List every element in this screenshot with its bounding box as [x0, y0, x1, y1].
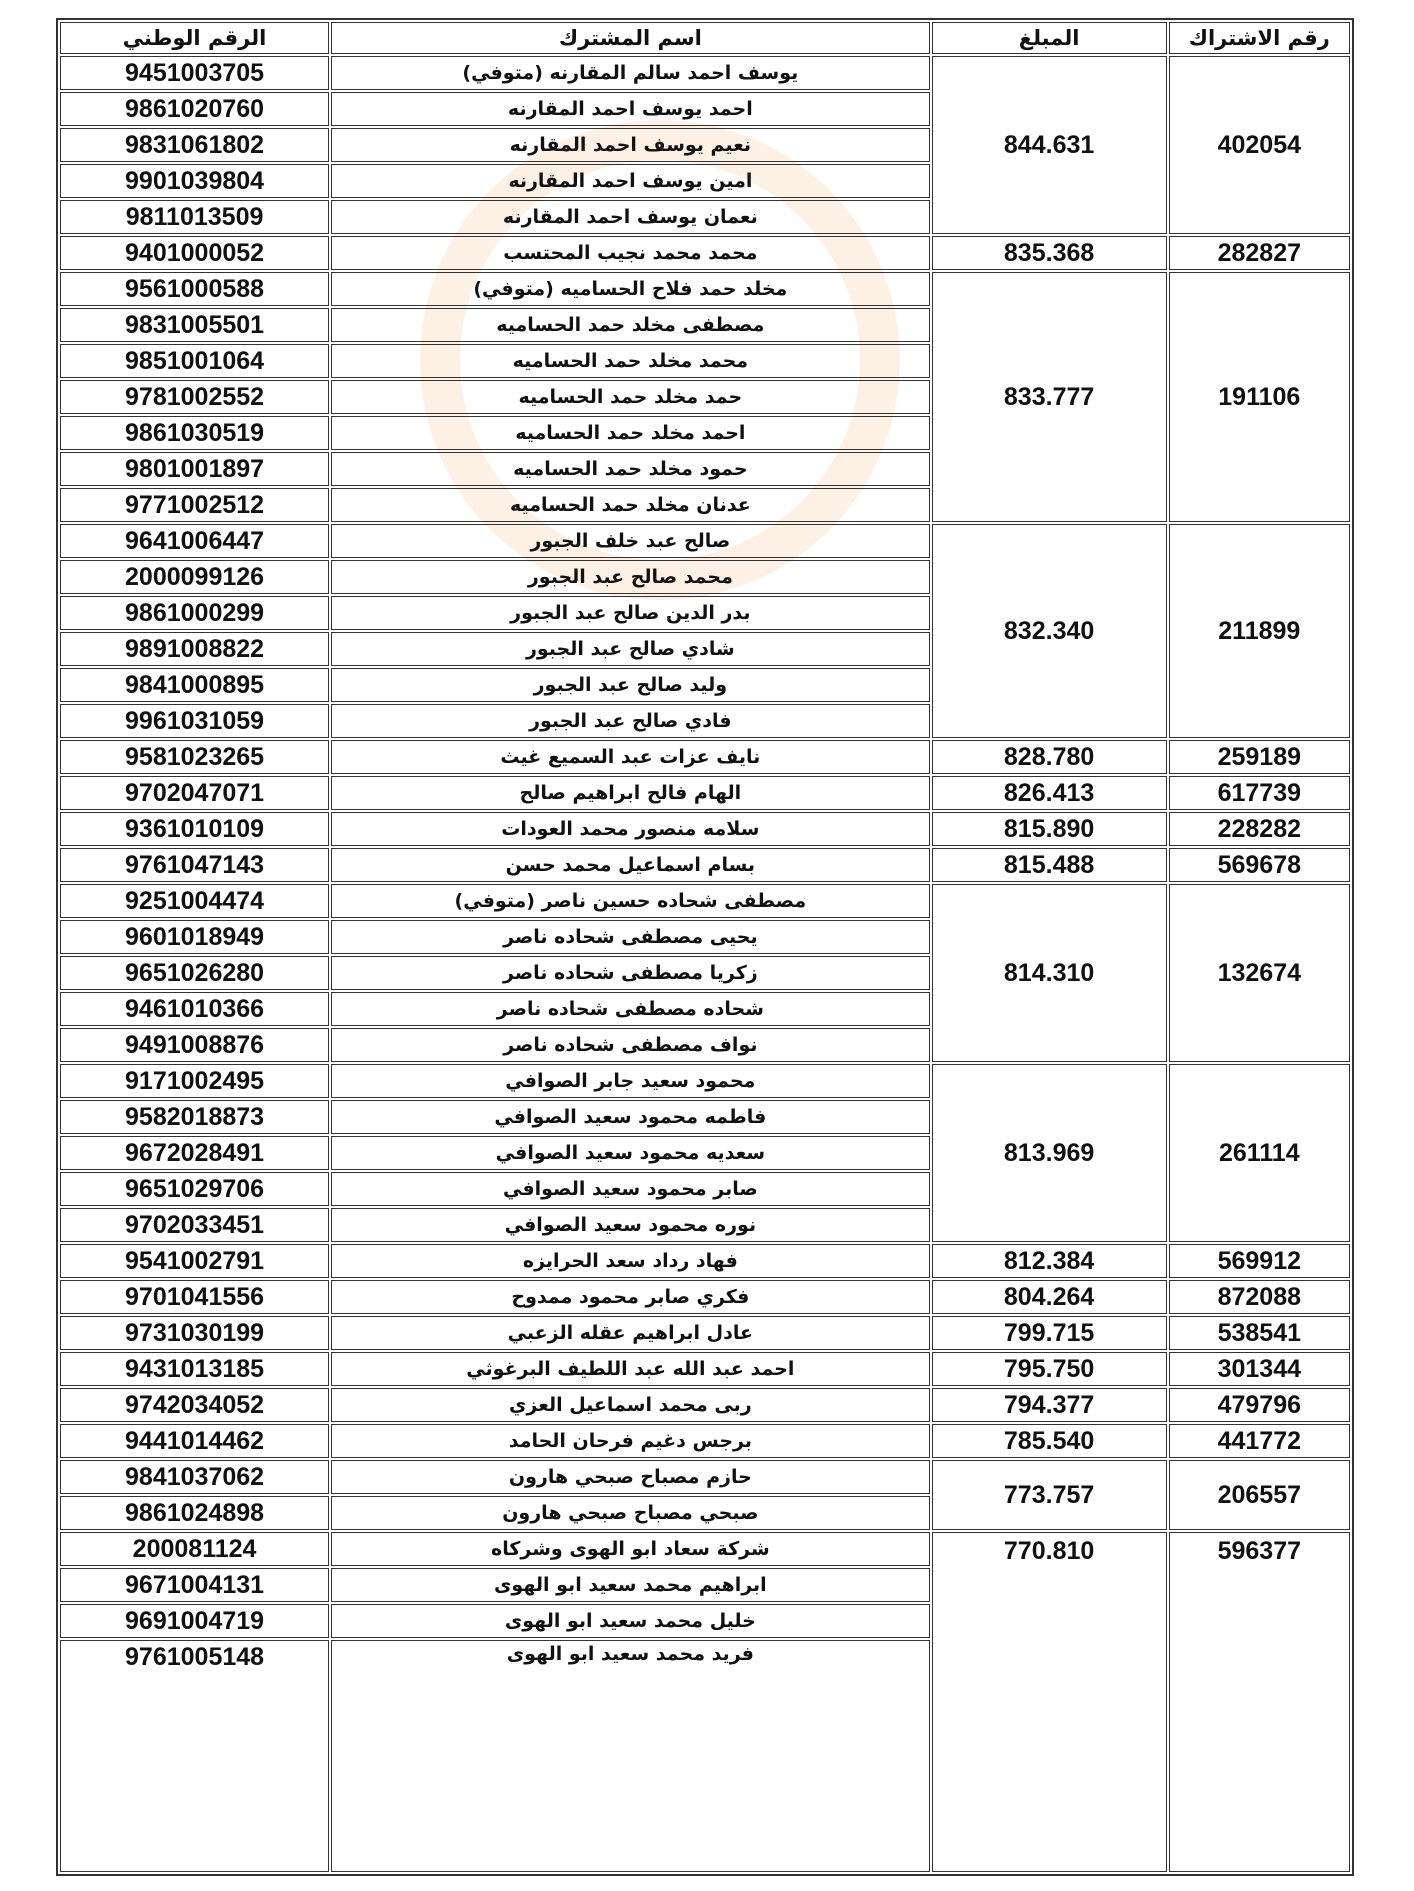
subscriber-name-cell: صابر محمود سعيد الصوافي: [331, 1172, 929, 1206]
subscriber-name-cell: نوره محمود سعيد الصوافي: [331, 1208, 929, 1242]
subscriber-name-cell: فكري صابر محمود ممدوح: [331, 1280, 929, 1314]
subscriber-name-cell: بسام اسماعيل محمد حسن: [331, 848, 929, 882]
table-header-row: [60, 22, 1350, 54]
table-row: [60, 1280, 1350, 1314]
national-id-cell: 9581023265: [60, 740, 329, 774]
national-id-cell: 9811013509: [60, 200, 329, 234]
subscription-number-cell: 479796: [1169, 1388, 1350, 1422]
amount-cell: 804.264: [932, 1280, 1167, 1314]
national-id-cell: 9761005148: [60, 1640, 329, 1872]
table-row: [60, 848, 1350, 882]
table-row: [60, 812, 1350, 846]
national-id-cell: 9541002791: [60, 1244, 329, 1278]
header-subscription: رقم الاشتراك: [1169, 22, 1350, 54]
subscriber-name-cell: مصطفى مخلد حمد الحساميه: [331, 308, 929, 342]
national-id-cell: 9861000299: [60, 596, 329, 630]
national-id-cell: 9742034052: [60, 1388, 329, 1422]
subscriber-name-cell: سعديه محمود سعيد الصوافي: [331, 1136, 929, 1170]
subscriber-name-cell: احمد عبد الله عبد اللطيف البرغوثي: [331, 1352, 929, 1386]
subscriber-name-cell: نايف عزات عبد السميع غيث: [331, 740, 929, 774]
amount-cell: 835.368: [932, 236, 1167, 270]
national-id-cell: 9251004474: [60, 884, 329, 918]
table-row: [60, 56, 1350, 90]
subscriber-name-cell: ربى محمد اسماعيل العزي: [331, 1388, 929, 1422]
subscriber-name-cell: محمد مخلد حمد الحساميه: [331, 344, 929, 378]
subscriber-name-cell: سلامه منصور محمد العودات: [331, 812, 929, 846]
header-national-id: الرقم الوطني: [60, 22, 329, 54]
table-row: [60, 236, 1350, 270]
national-id-cell: 9861024898: [60, 1496, 329, 1530]
table-row: [60, 1064, 1350, 1098]
subscription-number-cell: 211899: [1169, 524, 1350, 738]
subscriber-name-cell: امين يوسف احمد المقارنه: [331, 164, 929, 198]
national-id-cell: 9491008876: [60, 1028, 329, 1062]
subscription-number-cell: 538541: [1169, 1316, 1350, 1350]
subscription-number-cell: 872088: [1169, 1280, 1350, 1314]
national-id-cell: 9702033451: [60, 1208, 329, 1242]
national-id-cell: 9831061802: [60, 128, 329, 162]
subscriber-name-cell: برجس دغيم فرحان الحامد: [331, 1424, 929, 1458]
subscriber-name-cell: شركة سعاد ابو الهوى وشركاه: [331, 1532, 929, 1566]
subscriber-name-cell: عادل ابراهيم عقله الزعبي: [331, 1316, 929, 1350]
subscriber-name-cell: احمد يوسف احمد المقارنه: [331, 92, 929, 126]
national-id-cell: 9641006447: [60, 524, 329, 558]
table-row: [60, 1244, 1350, 1278]
national-id-cell: 9891008822: [60, 632, 329, 666]
national-id-cell: 9761047143: [60, 848, 329, 882]
subscriber-name-cell: يوسف احمد سالم المقارنه (متوفي): [331, 56, 929, 90]
national-id-cell: 9861020760: [60, 92, 329, 126]
subscription-number-cell: 569678: [1169, 848, 1350, 882]
table-row: [60, 740, 1350, 774]
national-id-cell: 9561000588: [60, 272, 329, 306]
table-row: [60, 776, 1350, 810]
national-id-cell: 9841000895: [60, 668, 329, 702]
subscriber-name-cell: حمد مخلد حمد الحساميه: [331, 380, 929, 414]
amount-cell: 844.631: [932, 56, 1167, 234]
subscriber-name-cell: صالح عبد خلف الجبور: [331, 524, 929, 558]
national-id-cell: 9651029706: [60, 1172, 329, 1206]
subscription-number-cell: 132674: [1169, 884, 1350, 1062]
table-row: [60, 1388, 1350, 1422]
subscription-number-cell: 191106: [1169, 272, 1350, 522]
subscription-number-cell: 441772: [1169, 1424, 1350, 1458]
subscriber-name-cell: نعمان يوسف احمد المقارنه: [331, 200, 929, 234]
national-id-cell: 9851001064: [60, 344, 329, 378]
table-row: [60, 1352, 1350, 1386]
subscriber-name-cell: شحاده مصطفى شحاده ناصر: [331, 992, 929, 1026]
subscription-number-cell: 569912: [1169, 1244, 1350, 1278]
amount-cell: 815.890: [932, 812, 1167, 846]
subscription-number-cell: 596377: [1169, 1532, 1350, 1872]
national-id-cell: 9401000052: [60, 236, 329, 270]
table-row: [60, 884, 1350, 918]
subscription-number-cell: 402054: [1169, 56, 1350, 234]
amount-cell: 815.488: [932, 848, 1167, 882]
amount-cell: 773.757: [932, 1460, 1167, 1530]
national-id-cell: 9651026280: [60, 956, 329, 990]
amount-cell: 785.540: [932, 1424, 1167, 1458]
subscription-number-cell: 259189: [1169, 740, 1350, 774]
subscriber-name-cell: احمد مخلد حمد الحساميه: [331, 416, 929, 450]
national-id-cell: 9771002512: [60, 488, 329, 522]
subscribers-table: [56, 18, 1354, 1876]
subscription-number-cell: 261114: [1169, 1064, 1350, 1242]
subscriber-name-cell: مصطفى شحاده حسين ناصر (متوفي): [331, 884, 929, 918]
amount-cell: 814.310: [932, 884, 1167, 1062]
amount-cell: 794.377: [932, 1388, 1167, 1422]
national-id-cell: 9171002495: [60, 1064, 329, 1098]
national-id-cell: 9691004719: [60, 1604, 329, 1638]
amount-cell: 795.750: [932, 1352, 1167, 1386]
national-id-cell: 200081124: [60, 1532, 329, 1566]
national-id-cell: 9841037062: [60, 1460, 329, 1494]
subscriber-name-cell: فريد محمد سعيد ابو الهوى: [331, 1640, 929, 1872]
amount-cell: 812.384: [932, 1244, 1167, 1278]
subscriber-name-cell: بدر الدين صالح عبد الجبور: [331, 596, 929, 630]
amount-cell: 832.340: [932, 524, 1167, 738]
national-id-cell: 9441014462: [60, 1424, 329, 1458]
amount-cell: 770.810: [932, 1532, 1167, 1872]
subscriber-name-cell: حازم مصباح صبحي هارون: [331, 1460, 929, 1494]
national-id-cell: 9801001897: [60, 452, 329, 486]
subscriber-name-cell: صبحي مصباح صبحي هارون: [331, 1496, 929, 1530]
subscriber-name-cell: فهاد رداد سعد الحرايزه: [331, 1244, 929, 1278]
subscriber-name-cell: الهام فالح ابراهيم صالح: [331, 776, 929, 810]
national-id-cell: 9961031059: [60, 704, 329, 738]
table-row: [60, 272, 1350, 306]
subscriber-name-cell: وليد صالح عبد الجبور: [331, 668, 929, 702]
table-row: [60, 1316, 1350, 1350]
subscriber-name-cell: فاطمه محمود سعيد الصوافي: [331, 1100, 929, 1134]
subscriber-name-cell: يحيى مصطفى شحاده ناصر: [331, 920, 929, 954]
subscriber-name-cell: مخلد حمد فلاح الحساميه (متوفي): [331, 272, 929, 306]
amount-cell: 799.715: [932, 1316, 1167, 1350]
national-id-cell: 9861030519: [60, 416, 329, 450]
national-id-cell: 2000099126: [60, 560, 329, 594]
national-id-cell: 9831005501: [60, 308, 329, 342]
subscription-number-cell: 301344: [1169, 1352, 1350, 1386]
subscriber-name-cell: نواف مصطفى شحاده ناصر: [331, 1028, 929, 1062]
amount-cell: 833.777: [932, 272, 1167, 522]
national-id-cell: 9361010109: [60, 812, 329, 846]
subscriber-name-cell: خليل محمد سعيد ابو الهوى: [331, 1604, 929, 1638]
subscriber-name-cell: محمد صالح عبد الجبور: [331, 560, 929, 594]
subscriber-name-cell: شادي صالح عبد الجبور: [331, 632, 929, 666]
amount-cell: 813.969: [932, 1064, 1167, 1242]
national-id-cell: 9701041556: [60, 1280, 329, 1314]
subscriber-name-cell: محمد محمد نجيب المحتسب: [331, 236, 929, 270]
header-name: اسم المشترك: [331, 22, 929, 54]
subscription-number-cell: 206557: [1169, 1460, 1350, 1530]
table-row: [60, 1532, 1350, 1566]
subscriber-name-cell: عدنان مخلد حمد الحساميه: [331, 488, 929, 522]
subscriber-name-cell: ابراهيم محمد سعيد ابو الهوى: [331, 1568, 929, 1602]
subscriber-name-cell: نعيم يوسف احمد المقارنه: [331, 128, 929, 162]
subscription-number-cell: 617739: [1169, 776, 1350, 810]
national-id-cell: 9601018949: [60, 920, 329, 954]
subscriber-name-cell: فادي صالح عبد الجبور: [331, 704, 929, 738]
amount-cell: 826.413: [932, 776, 1167, 810]
subscriber-name-cell: زكريا مصطفى شحاده ناصر: [331, 956, 929, 990]
national-id-cell: 9672028491: [60, 1136, 329, 1170]
header-amount: المبلغ: [932, 22, 1167, 54]
national-id-cell: 9901039804: [60, 164, 329, 198]
national-id-cell: 9731030199: [60, 1316, 329, 1350]
national-id-cell: 9431013185: [60, 1352, 329, 1386]
national-id-cell: 9781002552: [60, 380, 329, 414]
subscription-number-cell: 228282: [1169, 812, 1350, 846]
national-id-cell: 9702047071: [60, 776, 329, 810]
national-id-cell: 9461010366: [60, 992, 329, 1026]
table-row: [60, 1424, 1350, 1458]
subscriber-name-cell: محمود سعيد جابر الصوافي: [331, 1064, 929, 1098]
subscription-number-cell: 282827: [1169, 236, 1350, 270]
amount-cell: 828.780: [932, 740, 1167, 774]
subscriber-name-cell: حمود مخلد حمد الحساميه: [331, 452, 929, 486]
national-id-cell: 9582018873: [60, 1100, 329, 1134]
national-id-cell: 9671004131: [60, 1568, 329, 1602]
table-row: [60, 1460, 1350, 1494]
national-id-cell: 9451003705: [60, 56, 329, 90]
table-row: [60, 524, 1350, 558]
